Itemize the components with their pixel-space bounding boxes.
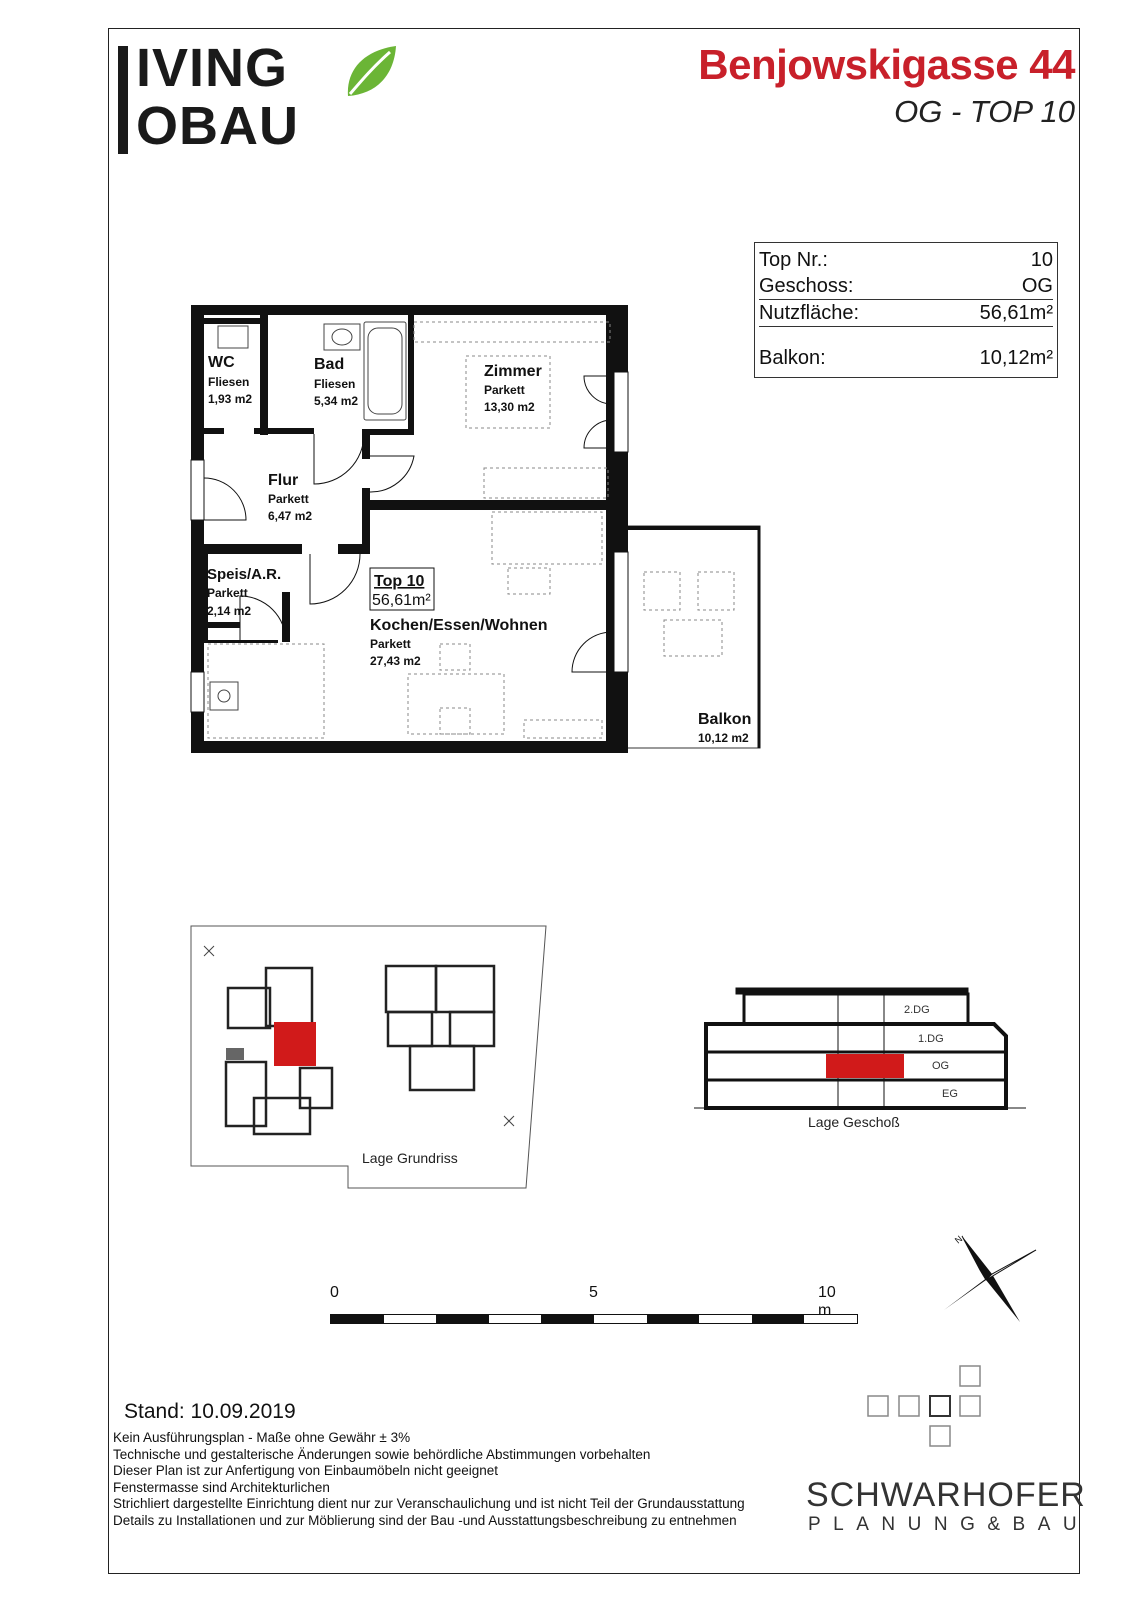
note-line: Fenstermasse sind Architekturlichen <box>113 1479 330 1495</box>
area-label: Nutzfläche: <box>759 302 860 324</box>
floor-plan <box>188 300 768 760</box>
bad-name: Bad <box>314 356 345 373</box>
floor-label-og: OG <box>932 1060 950 1072</box>
north-arrow-icon <box>940 1230 1040 1330</box>
top-name: Top 10 <box>374 573 425 590</box>
balkon-area: 10,12 m2 <box>698 731 749 745</box>
speis-area: 2,14 m2 <box>207 604 252 618</box>
floor-value: OG <box>1021 275 1053 297</box>
speis-name: Speis/A.R. <box>207 566 282 583</box>
living-lobau-logo <box>118 40 398 160</box>
bad-floor: Fliesen <box>314 377 356 391</box>
room-kochen <box>370 617 548 668</box>
floor-label-eg: EG <box>942 1088 958 1100</box>
info-row-area <box>759 300 1053 327</box>
unit-info-box <box>754 242 1058 378</box>
balcony-label: Balkon: <box>759 347 826 369</box>
scale-segments <box>330 1314 858 1324</box>
info-row-floor <box>759 273 1053 300</box>
note-line: Kein Ausführungsplan - Maße ohne Gewähr ± 3% <box>113 1430 411 1445</box>
room-bad <box>314 356 358 408</box>
date-stamp: Stand: 10.09.2019 <box>124 1400 296 1423</box>
info-row-top <box>759 247 1053 273</box>
section-outline <box>694 988 1026 1108</box>
wc-floor: Fliesen <box>208 375 250 389</box>
logo-line1: IVING <box>136 38 289 98</box>
section-diagram <box>688 980 1038 1140</box>
floor-label: Geschoss: <box>759 275 854 297</box>
note-line: Technische und gestalterische Änderungen sowie behördliche Abstimmungen vorbehalten <box>113 1446 651 1462</box>
logo-line2: OBAU <box>136 96 299 156</box>
unit-highlight <box>274 1022 316 1066</box>
speis-floor: Parkett <box>207 586 248 600</box>
note-line: Dieser Plan ist zur Anfertigung von Einbaumöbeln nicht geeignet <box>113 1463 498 1478</box>
room-balkon <box>698 711 751 745</box>
balcony-value: 10,12m² <box>979 347 1053 369</box>
site-plan <box>188 922 558 1192</box>
site-plan-caption: Lage Grundriss <box>362 1150 458 1166</box>
scale-end: 10 m <box>818 1284 836 1319</box>
top-value: 10 <box>1030 249 1053 271</box>
site-marker-icon <box>204 946 514 1126</box>
zimmer-floor: Parkett <box>484 383 525 397</box>
scale-start: 0 <box>330 1284 339 1301</box>
floor-label-2dg: 2.DG <box>904 1004 930 1016</box>
top-label-box <box>370 568 434 610</box>
kochen-floor: Parkett <box>370 637 411 651</box>
zimmer-area: 13,30 m2 <box>484 400 535 414</box>
wc-area: 1,93 m2 <box>208 392 253 406</box>
disclaimer-notes <box>113 1430 745 1529</box>
flur-area: 6,47 m2 <box>268 509 313 523</box>
leaf-icon <box>340 42 400 102</box>
company-name: SCHWARHOFER <box>806 1476 1086 1514</box>
room-speis <box>207 566 281 618</box>
stair-block <box>226 1048 244 1060</box>
bad-area: 5,34 m2 <box>314 394 359 408</box>
scale-mid: 5 <box>589 1284 598 1301</box>
schwarhofer-logo-icon <box>866 1364 986 1450</box>
company-subtitle: PLANUNG&BAU <box>808 1514 1090 1535</box>
title-block <box>698 40 1075 132</box>
floor-highlight <box>826 1054 904 1078</box>
section-caption: Lage Geschoß <box>808 1114 900 1130</box>
flur-floor: Parkett <box>268 492 309 506</box>
zimmer-name: Zimmer <box>484 363 542 380</box>
building-east <box>386 966 494 1090</box>
balkon-name: Balkon <box>698 711 752 728</box>
flur-name: Flur <box>268 472 299 489</box>
info-row-balcony <box>759 345 1053 371</box>
kochen-name: Kochen/Essen/Wohnen <box>370 617 548 634</box>
room-flur <box>268 472 312 523</box>
unit-subtitle: OG - TOP 10 <box>894 94 1075 129</box>
room-wc <box>208 354 252 406</box>
top-area: 56,61m² <box>372 592 431 609</box>
kochen-area: 27,43 m2 <box>370 654 421 668</box>
floor-label-1dg: 1.DG <box>918 1033 944 1045</box>
area-value: 56,61m² <box>979 302 1053 324</box>
note-line: Details zu Installationen und zur Möblierung sind der Bau -und Ausstattungsbeschreibung zu entnehmen <box>113 1512 737 1528</box>
address-title: Benjowskigasse 44 <box>698 41 1075 88</box>
wc-name: WC <box>208 354 235 371</box>
note-line: Strichliert dargestellte Einrichtung dient nur zur Veranschaulichung und ist nicht Teil der Grundausstattung <box>113 1496 745 1511</box>
room-zimmer <box>484 363 542 414</box>
svg-text:N: N <box>952 1233 965 1246</box>
logo-bar <box>118 46 128 154</box>
top-label: Top Nr.: <box>759 249 828 271</box>
